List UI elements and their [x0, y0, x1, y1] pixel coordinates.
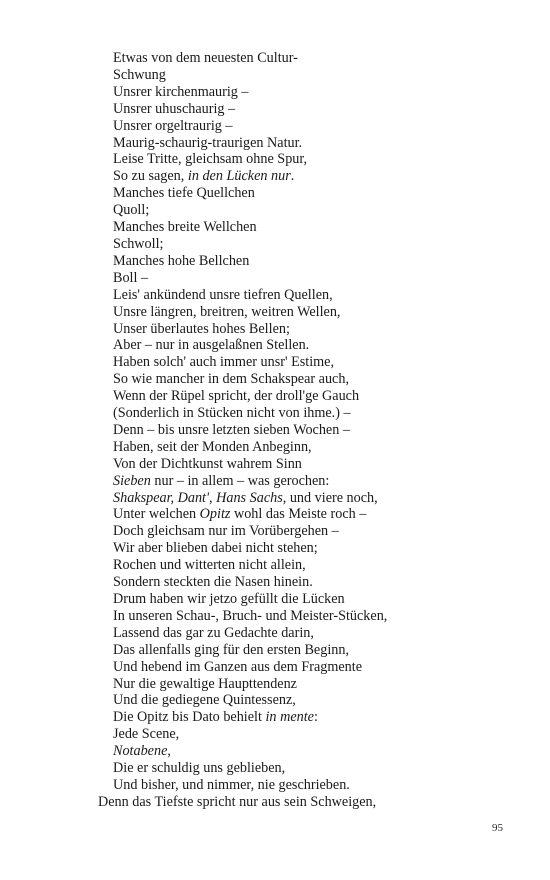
line-text: Manches breite Wellchen: [113, 219, 257, 236]
poem-line: [113, 523, 513, 540]
line-text: Und die gediegene Quintessenz,: [113, 692, 296, 709]
line-text: Unsrer kirchenmaurig –: [113, 83, 249, 100]
poem-line: [113, 304, 513, 321]
line-text: Lassend das gar zu Gedachte darin,: [113, 624, 314, 641]
line-text: Jede Scene,: [113, 726, 180, 743]
poem-line: [113, 354, 513, 371]
line-text: Manches hohe Bellchen: [113, 252, 250, 269]
line-text: :: [313, 709, 318, 726]
italic-text: in mente: [265, 709, 314, 726]
line-text: Haben solch' auch immer unsr' Estime,: [113, 354, 335, 371]
line-text: Schwoll;: [113, 235, 164, 252]
line-text: Denn – bis unsre letzten sieben Wochen –: [113, 421, 350, 438]
italic-text: Shakspear, Dant', Hans Sachs: [113, 489, 283, 506]
line-text: Unter welchen: [113, 506, 200, 523]
poem-line: [113, 84, 513, 101]
poem-line: [113, 321, 513, 338]
line-text: nur – in allem – was gerochen:: [150, 472, 330, 489]
line-text: Die Opitz bis Dato behielt: [113, 709, 266, 726]
poem-line: [113, 219, 513, 236]
poem-line: [113, 439, 513, 456]
poem-line: [113, 456, 513, 473]
line-text: Sondern steckten die Nasen hinein.: [113, 574, 313, 591]
line-text: (Sonderlich in Stücken nicht von ihme.) –: [113, 405, 351, 422]
line-text: Das allenfalls ging für den ersten Beginn,: [113, 641, 349, 658]
line-text: Und hebend im Ganzen aus dem Fragmente: [113, 658, 362, 675]
poem-line: [113, 625, 513, 642]
poem-line: [113, 185, 513, 202]
poem-line: [113, 405, 513, 422]
italic-text: in den Lücken nur: [187, 168, 291, 185]
line-text: Schwung: [113, 66, 166, 83]
poem-line: [113, 371, 513, 388]
poem-line: [113, 506, 513, 523]
line-text: Unsrer uhuschaurig –: [113, 100, 236, 117]
line-text: Maurig-schaurig-traurigen Natur.: [113, 134, 303, 151]
line-text: Leise Tritte, gleichsam ohne Spur,: [113, 151, 308, 168]
poem-line: [113, 422, 513, 439]
line-text: In unseren Schau-, Bruch- und Meister-Stücken,: [113, 607, 388, 624]
poem-line: [113, 50, 513, 67]
poem-line: [113, 591, 513, 608]
poem-line: [113, 642, 513, 659]
line-text: Doch gleichsam nur im Vorübergehen –: [113, 523, 339, 540]
poem-line: [113, 202, 513, 219]
line-text: Wenn der Rüpel spricht, der droll'ge Gauch: [113, 388, 360, 405]
line-text: Von der Dichtkunst wahrem Sinn: [113, 455, 302, 472]
line-text: Und bisher, und nimmer, nie geschrieben.: [113, 776, 350, 793]
line-text: Nur die gewaltige Haupttendenz: [113, 675, 297, 692]
line-text: Rochen und witterten nicht allein,: [113, 557, 306, 574]
line-text: Etwas von dem neuesten Cultur-: [113, 50, 298, 66]
line-text: .: [290, 168, 295, 185]
poem-line: [113, 692, 513, 709]
poem-line: [113, 287, 513, 304]
italic-text: Notabene: [113, 743, 168, 760]
poem-line: [113, 777, 513, 794]
poem-line: [113, 726, 513, 743]
line-text: Leis' ankündend unsre tiefren Quellen,: [113, 286, 333, 303]
poem-line: [113, 574, 513, 591]
line-text: Die er schuldig uns geblieben,: [113, 760, 286, 777]
line-text: So wie mancher in dem Schakspear auch,: [113, 371, 349, 388]
poem-line: [113, 659, 513, 676]
poem-line: [113, 743, 513, 760]
poem-line: [113, 388, 513, 405]
line-text: So zu sagen,: [113, 168, 188, 185]
poem-line: [113, 709, 513, 726]
line-text: ,: [167, 743, 171, 760]
line-text: Quoll;: [113, 202, 150, 219]
poem-line: [113, 236, 513, 253]
poem-line: [98, 794, 513, 811]
poem-line: [113, 760, 513, 777]
poem-line: [113, 67, 513, 84]
poem-line: [113, 253, 513, 270]
poem-line: [113, 168, 513, 185]
poem-line: [113, 101, 513, 118]
line-text: Unsre längren, breitren, weitren Wellen,: [113, 303, 341, 320]
line-text: Denn das Tiefste spricht nur aus sein Schweigen,: [98, 793, 377, 810]
line-text: Aber – nur in ausgelaßnen Stellen.: [113, 337, 310, 354]
line-text: Boll –: [113, 269, 149, 286]
poem-line: [113, 337, 513, 354]
line-text: Wir aber blieben dabei nicht stehen;: [113, 540, 318, 557]
page-number: 95: [492, 822, 503, 834]
poem-line: [113, 270, 513, 287]
line-text: wohl das Meiste roch –: [230, 506, 367, 523]
line-text: Unsrer orgeltraurig –: [113, 117, 233, 134]
line-text: Unser überlautes hohes Bellen;: [113, 320, 290, 337]
poem-line: [113, 557, 513, 574]
poem-line: [113, 608, 513, 625]
line-text: Manches tiefe Quellchen: [113, 185, 255, 202]
line-text: Drum haben wir jetzo gefüllt die Lücken: [113, 591, 345, 607]
poem-text: [98, 50, 513, 811]
line-text: , und viere noch,: [282, 489, 378, 506]
poem-line: [113, 151, 513, 168]
poem-line: [113, 540, 513, 557]
poem-line: [113, 118, 513, 135]
line-text: Haben, seit der Monden Anbeginn,: [113, 438, 312, 455]
poem-line: [113, 676, 513, 693]
poem-line: [113, 135, 513, 152]
italic-text: Sieben: [113, 472, 151, 489]
italic-text: Opitz: [199, 506, 231, 523]
poem-line: [113, 473, 513, 490]
poem-line: [113, 490, 513, 507]
